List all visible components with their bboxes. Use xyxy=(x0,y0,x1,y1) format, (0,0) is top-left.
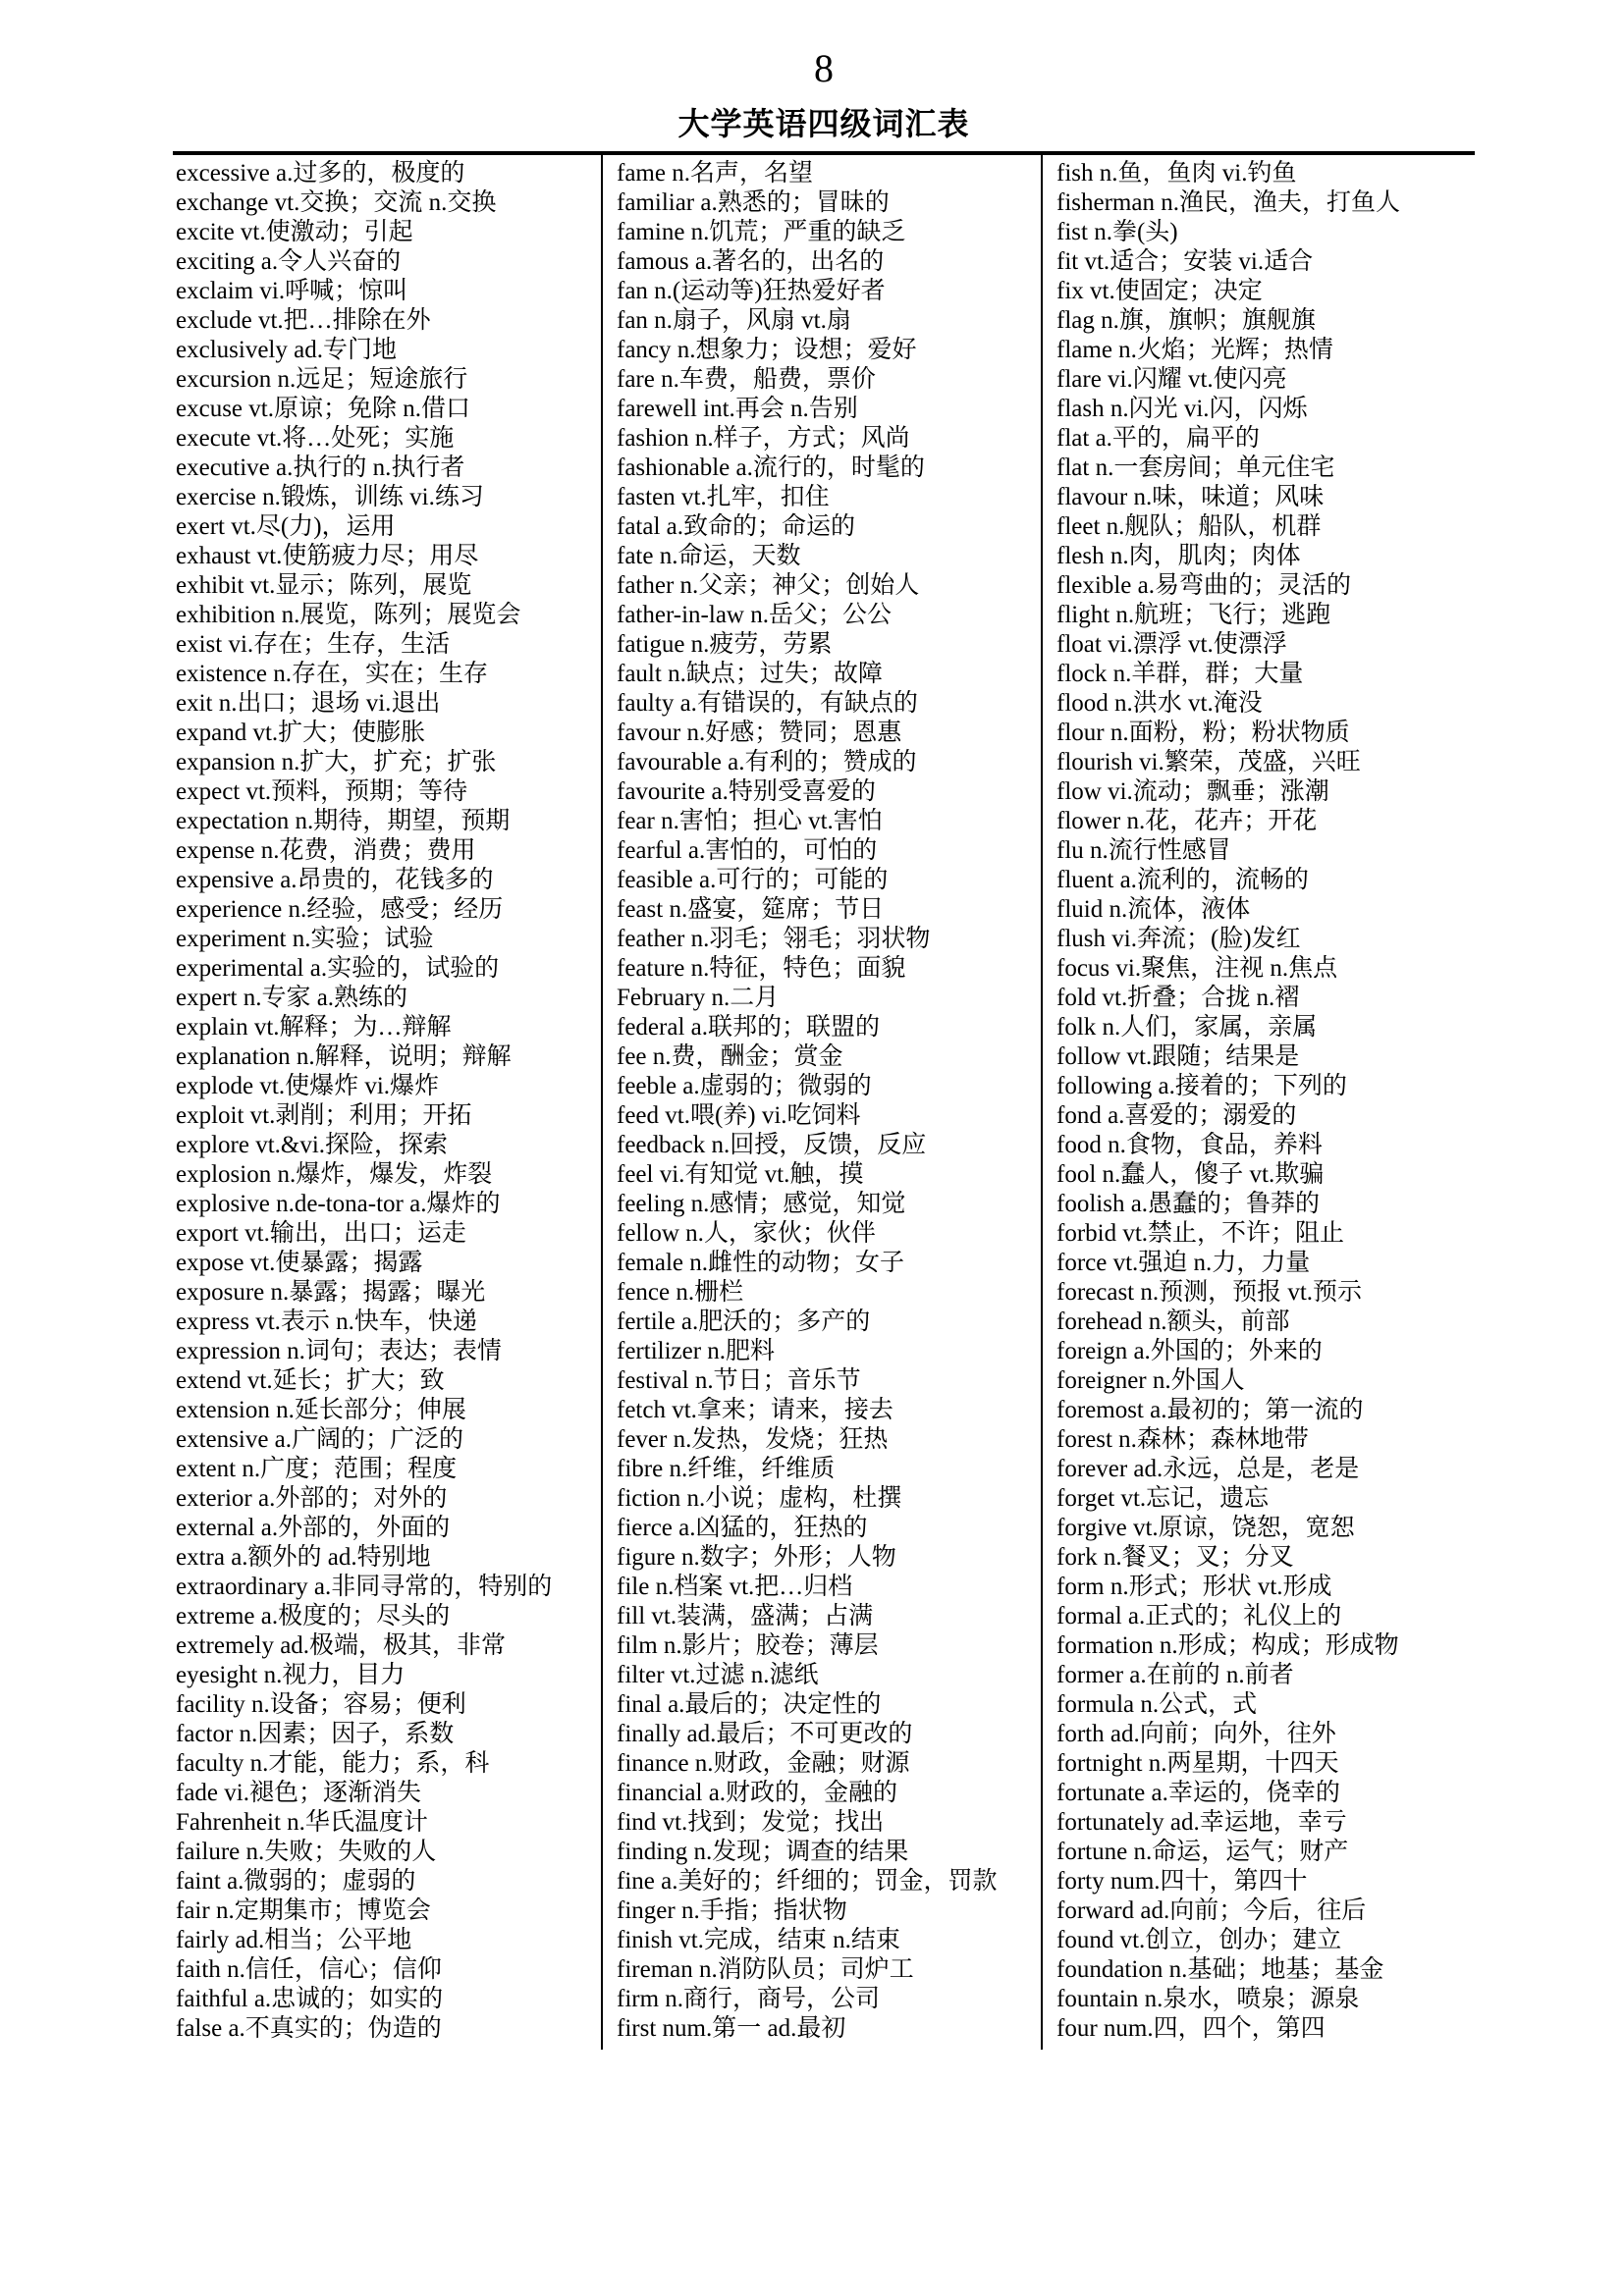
vocab-entry: exploit vt.剥削；利用；开拓 xyxy=(176,1102,472,1129)
vocab-entry: failure n.失败；失败的人 xyxy=(176,1839,437,1865)
vocab-entry: flock n.羊群，群；大量 xyxy=(1056,661,1304,687)
vocab-entry: exhibit vt.显示；陈列，展览 xyxy=(176,572,472,599)
vocab-entry: fan n.(运动等)狂热爱好者 xyxy=(617,278,886,304)
vocab-entry: forehead n.额头，前部 xyxy=(1056,1308,1290,1335)
vocab-entry: fish n.鱼，鱼肉 vi.钓鱼 xyxy=(1056,160,1297,187)
vocab-entry: expectation n.期待，期望，预期 xyxy=(176,808,511,834)
vocab-entry: fork n.餐叉；叉；分叉 xyxy=(1056,1544,1294,1571)
vocab-entry: former a.在前的 n.前者 xyxy=(1056,1662,1294,1688)
vocab-entry: finish vt.完成，结束 n.结束 xyxy=(617,1927,900,1953)
vocab-entry: fever n.发热，发烧；狂热 xyxy=(617,1426,889,1453)
vocab-entry: eyesight n.视力，目力 xyxy=(176,1662,406,1688)
vocab-entry: excuse vt.原谅；免除 n.借口 xyxy=(176,396,470,422)
vocab-entry: exert vt.尽(力)，运用 xyxy=(176,513,396,540)
vocab-entry: fond a.喜爱的；溺爱的 xyxy=(1056,1102,1297,1129)
vocab-entry: forth ad.向前；向外，往外 xyxy=(1056,1721,1336,1747)
vocab-entry: forgive vt.原谅，饶恕，宽恕 xyxy=(1056,1515,1355,1541)
vocab-entry: file n.档案 vt.把…归档 xyxy=(617,1574,853,1600)
vocab-entry: foundation n.基础；地基；基金 xyxy=(1056,1956,1384,1983)
vocab-entry: fertile a.肥沃的；多产的 xyxy=(617,1308,871,1335)
vocab-entry: foolish a.愚蠢的；鲁莽的 xyxy=(1056,1191,1321,1217)
vocab-entry: feast n.盛宴，筵席；节日 xyxy=(617,896,885,923)
vocab-entry: fatigue n.疲劳，劳累 xyxy=(617,631,833,658)
vocab-entry: fashionable a.流行的，时髦的 xyxy=(617,454,925,481)
vocab-entry: extraordinary a.非同寻常的，特别的 xyxy=(176,1574,553,1600)
vocab-entry: forecast n.预测，预报 vt.预示 xyxy=(1056,1279,1363,1306)
vocab-entry: fee n.费，酬金；赏金 xyxy=(617,1043,843,1070)
vocab-entry: fancy n.想象力；设想；爱好 xyxy=(617,337,917,363)
vocab-entry: experiment n.实验；试验 xyxy=(176,926,434,952)
vocab-entry: father-in-law n.岳父；公公 xyxy=(617,602,892,628)
vocab-entry: fireman n.消防队员；司炉工 xyxy=(617,1956,914,1983)
vocab-entry: faith n.信任，信心；信仰 xyxy=(176,1956,442,1983)
vocab-entry: fame n.名声，名望 xyxy=(617,160,813,187)
vocab-entry: expensive a.昂贵的，花钱多的 xyxy=(176,867,494,893)
vocab-entry: Fahrenheit n.华氏温度计 xyxy=(176,1809,428,1836)
vocab-entry: famine n.饥荒；严重的缺乏 xyxy=(617,219,906,245)
vocab-entry: extra a.额外的 ad.特别地 xyxy=(176,1544,431,1571)
vocab-entry: experience n.经验，感受；经历 xyxy=(176,896,504,923)
vocab-entry: fortunately ad.幸运地，幸亏 xyxy=(1056,1809,1347,1836)
vocab-entry: feedback n.回授，反馈，反应 xyxy=(617,1132,927,1158)
vocab-entry: fist n.拳(头) xyxy=(1056,219,1178,245)
vocab-entry: expression n.词句；表达；表情 xyxy=(176,1338,502,1364)
vocab-entry: exhaust vt.使筋疲力尽；用尽 xyxy=(176,543,479,569)
vocab-entry: fair n.定期集市；博览会 xyxy=(176,1897,431,1924)
vocab-entry: fate n.命运，天数 xyxy=(617,543,801,569)
vocab-entry: flame n.火焰；光辉；热情 xyxy=(1056,337,1333,363)
vocab-entry: final a.最后的；决定性的 xyxy=(617,1691,882,1718)
vocab-entry: feeling n.感情；感觉，知觉 xyxy=(617,1191,906,1217)
vocab-entry: fear n.害怕；担心 vt.害怕 xyxy=(617,808,883,834)
vocab-entry: facility n.设备；容易；便利 xyxy=(176,1691,466,1718)
vocab-entry: fierce a.凶猛的，狂热的 xyxy=(617,1515,868,1541)
vocab-entry: external a.外部的，外面的 xyxy=(176,1515,451,1541)
vocab-entry: flu n.流行性感冒 xyxy=(1056,837,1231,864)
vocab-entry: expense n.花费，消费；费用 xyxy=(176,837,476,864)
vocab-entry: forward ad.向前；今后，往后 xyxy=(1056,1897,1367,1924)
vocab-entry: explosion n.爆炸，爆发，炸裂 xyxy=(176,1161,493,1188)
vocab-entry: extensive a.广阔的；广泛的 xyxy=(176,1426,464,1453)
vocab-entry: fiction n.小说；虚构，杜撰 xyxy=(617,1485,902,1512)
vocab-entry: foreigner n.外国人 xyxy=(1056,1367,1245,1394)
vocab-entry: exhibition n.展览，陈列；展览会 xyxy=(176,602,521,628)
vocab-column-1 xyxy=(173,155,601,2050)
vocab-entry: flush vi.奔流；(脸)发红 xyxy=(1056,926,1301,952)
vocab-entry: found vt.创立，创办；建立 xyxy=(1056,1927,1342,1953)
vocab-entry: flare vi.闪耀 vt.使闪亮 xyxy=(1056,366,1287,393)
vocab-column-2 xyxy=(601,155,1043,2050)
vocab-entry: exit n.出口；退场 vi.退出 xyxy=(176,690,441,717)
vocab-entry: finally ad.最后；不可更改的 xyxy=(617,1721,913,1747)
vocab-entry: faithful a.忠诚的；如实的 xyxy=(176,1986,444,2012)
vocab-entry: flower n.花，花卉；开花 xyxy=(1056,808,1318,834)
vocab-entry: flexible a.易弯曲的；灵活的 xyxy=(1056,572,1351,599)
vocab-entry: financial a.财政的，金融的 xyxy=(617,1780,898,1806)
vocab-entry: flour n.面粉，粉；粉状物质 xyxy=(1056,720,1350,746)
vocab-columns xyxy=(173,155,1475,2050)
vocab-entry: firm n.商行，商号，公司 xyxy=(617,1986,881,2012)
vocab-entry: female n.雌性的动物；女子 xyxy=(617,1250,905,1276)
vocab-entry: feather n.羽毛；翎毛；羽状物 xyxy=(617,926,931,952)
vocab-entry: exchange vt.交换；交流 n.交换 xyxy=(176,189,497,216)
vocab-entry: fasten vt.扎牢，扣住 xyxy=(617,484,830,510)
vocab-entry: faculty n.才能，能力；系，科 xyxy=(176,1750,490,1777)
vocab-entry: fix vt.使固定；决定 xyxy=(1056,278,1263,304)
vocab-entry: feeble a.虚弱的；微弱的 xyxy=(617,1073,872,1099)
vocab-entry: feed vt.喂(养) vi.吃饲料 xyxy=(617,1102,861,1129)
vocab-entry: formula n.公式，式 xyxy=(1056,1691,1258,1718)
vocab-entry: fence n.栅栏 xyxy=(617,1279,744,1306)
vocab-entry: existence n.存在，实在；生存 xyxy=(176,661,489,687)
vocab-entry: explosive n.de-tona-tor a.爆炸的 xyxy=(176,1191,501,1217)
vocab-entry: form n.形式；形状 vt.形成 xyxy=(1056,1574,1332,1600)
vocab-entry: fluid n.流体，液体 xyxy=(1056,896,1251,923)
page-number: 8 xyxy=(814,46,834,90)
vocab-entry: flood n.洪水 vt.淹没 xyxy=(1056,690,1263,717)
vocab-entry: feature n.特征，特色；面貌 xyxy=(617,955,906,982)
vocab-entry: fellow n.人，家伙；伙伴 xyxy=(617,1220,876,1247)
vocab-entry: excite vt.使激动；引起 xyxy=(176,219,413,245)
vocab-entry: fertilizer n.肥料 xyxy=(617,1338,776,1364)
vocab-entry: execute vt.将…处死；实施 xyxy=(176,425,455,452)
vocab-entry: fortnight n.两星期，十四天 xyxy=(1056,1750,1339,1777)
vocab-entry: flash n.闪光 vi.闪，闪烁 xyxy=(1056,396,1308,422)
vocab-entry: follow vt.跟随；结果是 xyxy=(1056,1043,1300,1070)
vocab-entry: float vi.漂浮 vt.使漂浮 xyxy=(1056,631,1287,658)
vocab-entry: following a.接着的；下列的 xyxy=(1056,1073,1347,1099)
vocab-entry: flag n.旗，旗帜；旗舰旗 xyxy=(1056,307,1316,334)
vocab-entry: forever ad.永远，总是，老是 xyxy=(1056,1456,1360,1482)
vocab-entry: film n.影片；胶卷；薄层 xyxy=(617,1632,879,1659)
vocab-entry: explode vt.使爆炸 vi.爆炸 xyxy=(176,1073,440,1099)
vocab-entry: farewell int.再会 n.告别 xyxy=(617,396,858,422)
vocab-entry: expose vt.使暴露；揭露 xyxy=(176,1250,423,1276)
vocab-entry: find vt.找到；发觉；找出 xyxy=(617,1809,885,1836)
vocab-entry: force vt.强迫 n.力，力量 xyxy=(1056,1250,1311,1276)
vocab-column-3 xyxy=(1043,155,1475,2050)
vocab-entry: fairly ad.相当；公平地 xyxy=(176,1927,412,1953)
vocab-entry: fill vt.装满，盛满；占满 xyxy=(617,1603,874,1629)
vocab-entry: exciting a.令人兴奋的 xyxy=(176,248,402,275)
vocab-entry: flat n.一套房间；单元住宅 xyxy=(1056,454,1335,481)
vocab-entry: fibre n.纤维，纤维质 xyxy=(617,1456,836,1482)
vocab-entry: exclaim vi.呼喊；惊叫 xyxy=(176,278,408,304)
vocab-entry: favour n.好感；赞同；恩惠 xyxy=(617,720,902,746)
vocab-entry: exclude vt.把…排除在外 xyxy=(176,307,431,334)
vocab-entry: federal a.联邦的；联盟的 xyxy=(617,1014,880,1041)
vocab-entry: faint a.微弱的；虚弱的 xyxy=(176,1868,416,1895)
vocab-entry: first num.第一 ad.最初 xyxy=(617,2015,846,2042)
vocab-entry: finger n.手指；指状物 xyxy=(617,1897,847,1924)
vocab-entry: February n.二月 xyxy=(617,985,780,1011)
vocab-entry: forbid vt.禁止，不许；阻止 xyxy=(1056,1220,1345,1247)
vocab-entry: fan n.扇子，风扇 vt.扇 xyxy=(617,307,851,334)
vocab-entry: excursion n.远足；短途旅行 xyxy=(176,366,468,393)
vocab-entry: expand vt.扩大；使膨胀 xyxy=(176,720,426,746)
vocab-entry: express vt.表示 n.快车，快递 xyxy=(176,1308,477,1335)
vocab-entry: expansion n.扩大，扩充；扩张 xyxy=(176,749,497,775)
vocab-entry: favourite a.特别受喜爱的 xyxy=(617,778,876,805)
vocab-entry: focus vi.聚焦，注视 n.焦点 xyxy=(1056,955,1338,982)
vocab-entry: false a.不真实的；伪造的 xyxy=(176,2015,442,2042)
vocab-entry: expect vt.预料，预期；等待 xyxy=(176,778,468,805)
vocab-entry: fit vt.适合；安装 vi.适合 xyxy=(1056,248,1314,275)
vocab-entry: factor n.因素；因子，系数 xyxy=(176,1721,455,1747)
vocab-entry: fluent a.流利的，流畅的 xyxy=(1056,867,1309,893)
vocab-entry: experimental a.实验的，试验的 xyxy=(176,955,500,982)
vocab-entry: flesh n.肉，肌肉；肉体 xyxy=(1056,543,1301,569)
vocab-entry: father n.父亲；神父；创始人 xyxy=(617,572,920,599)
vocab-entry: fault n.缺点；过失；故障 xyxy=(617,661,883,687)
vocab-entry: familiar a.熟悉的；冒昧的 xyxy=(617,189,890,216)
vocab-entry: flight n.航班；飞行；逃跑 xyxy=(1056,602,1331,628)
vocab-entry: explain vt.解释；为…辩解 xyxy=(176,1014,452,1041)
vocab-entry: fool n.蠢人，傻子 vt.欺骗 xyxy=(1056,1161,1325,1188)
vocab-entry: flat a.平的，扁平的 xyxy=(1056,425,1260,452)
vocab-entry: food n.食物，食品，养料 xyxy=(1056,1132,1323,1158)
vocab-entry: fortunate a.幸运的，侥幸的 xyxy=(1056,1780,1340,1806)
vocab-entry: favourable a.有利的；赞成的 xyxy=(617,749,917,775)
vocab-entry: fortune n.命运，运气；财产 xyxy=(1056,1839,1349,1865)
vocab-entry: fare n.车费，船费，票价 xyxy=(617,366,876,393)
vocab-entry: executive a.执行的 n.执行者 xyxy=(176,454,465,481)
vocab-entry: four num.四，四个，第四 xyxy=(1056,2015,1326,2042)
page-title: 大学英语四级词汇表 xyxy=(677,106,970,141)
vocab-entry: feasible a.可行的；可能的 xyxy=(617,867,889,893)
vocab-entry: explanation n.解释，说明；辩解 xyxy=(176,1043,512,1070)
vocab-entry: fade vi.褪色；逐渐消失 xyxy=(176,1780,421,1806)
vocab-entry: exercise n.锻炼，训练 vi.练习 xyxy=(176,484,484,510)
vocab-entry: figure n.数字；外形；人物 xyxy=(617,1544,896,1571)
vocab-entry: flow vi.流动；飘垂；涨潮 xyxy=(1056,778,1329,805)
vocab-entry: extent n.广度；范围；程度 xyxy=(176,1456,458,1482)
vocab-entry: folk n.人们，家属，亲属 xyxy=(1056,1014,1318,1041)
vocab-entry: fountain n.泉水，喷泉；源泉 xyxy=(1056,1986,1360,2012)
vocab-entry: fleet n.舰队；船队，机群 xyxy=(1056,513,1322,540)
vocab-entry: excessive a.过多的，极度的 xyxy=(176,160,465,187)
vocab-entry: expert n.专家 a.熟练的 xyxy=(176,985,408,1011)
vocab-entry: fetch vt.拿来；请来，接去 xyxy=(617,1397,893,1423)
vocab-entry: finance n.财政，金融；财源 xyxy=(617,1750,910,1777)
vocab-entry: festival n.节日；音乐节 xyxy=(617,1367,861,1394)
vocab-entry: extension n.延长部分；伸展 xyxy=(176,1397,466,1423)
vocab-entry: fisherman n.渔民，渔夫，打鱼人 xyxy=(1056,189,1400,216)
vocab-entry: faulty a.有错误的，有缺点的 xyxy=(617,690,918,717)
vocab-entry: flourish vi.繁荣，茂盛，兴旺 xyxy=(1056,749,1361,775)
vocab-entry: foreign a.外国的；外来的 xyxy=(1056,1338,1323,1364)
vocab-entry: foremost a.最初的；第一流的 xyxy=(1056,1397,1364,1423)
vocab-entry: extreme a.极度的；尽头的 xyxy=(176,1603,451,1629)
vocab-entry: fine a.美好的；纤细的；罚金，罚款 xyxy=(617,1868,998,1895)
vocab-entry: forget vt.忘记，遗忘 xyxy=(1056,1485,1270,1512)
vocab-entry: explore vt.&vi.探险，探索 xyxy=(176,1132,449,1158)
vocab-entry: fold vt.折叠；合拢 n.褶 xyxy=(1056,985,1300,1011)
vocab-entry: forty num.四十，第四十 xyxy=(1056,1868,1308,1895)
vocab-entry: exclusively ad.专门地 xyxy=(176,337,397,363)
vocab-entry: feel vi.有知觉 vt.触，摸 xyxy=(617,1161,864,1188)
vocab-entry: formation n.形成；构成；形成物 xyxy=(1056,1632,1399,1659)
vocab-entry: extremely ad.极端，极其，非常 xyxy=(176,1632,507,1659)
vocab-entry: exterior a.外部的；对外的 xyxy=(176,1485,448,1512)
vocab-entry: filter vt.过滤 n.滤纸 xyxy=(617,1662,819,1688)
vocab-entry: fearful a.害怕的，可怕的 xyxy=(617,837,878,864)
vocab-entry: fashion n.样子，方式；风尚 xyxy=(617,425,910,452)
vocab-entry: extend vt.延长；扩大；致 xyxy=(176,1367,445,1394)
vocab-entry: fatal a.致命的；命运的 xyxy=(617,513,856,540)
vocab-entry: famous a.著名的，出名的 xyxy=(617,248,885,275)
vocab-entry: flavour n.味，味道；风味 xyxy=(1056,484,1325,510)
vocab-entry: finding n.发现；调查的结果 xyxy=(617,1839,909,1865)
vocab-entry: exist vi.存在；生存，生活 xyxy=(176,631,451,658)
vocab-entry: formal a.正式的；礼仪上的 xyxy=(1056,1603,1342,1629)
vocab-entry: forest n.森林；森林地带 xyxy=(1056,1426,1309,1453)
vocab-entry: exposure n.暴露；揭露；曝光 xyxy=(176,1279,486,1306)
vocab-entry: export vt.输出，出口；运走 xyxy=(176,1220,466,1247)
